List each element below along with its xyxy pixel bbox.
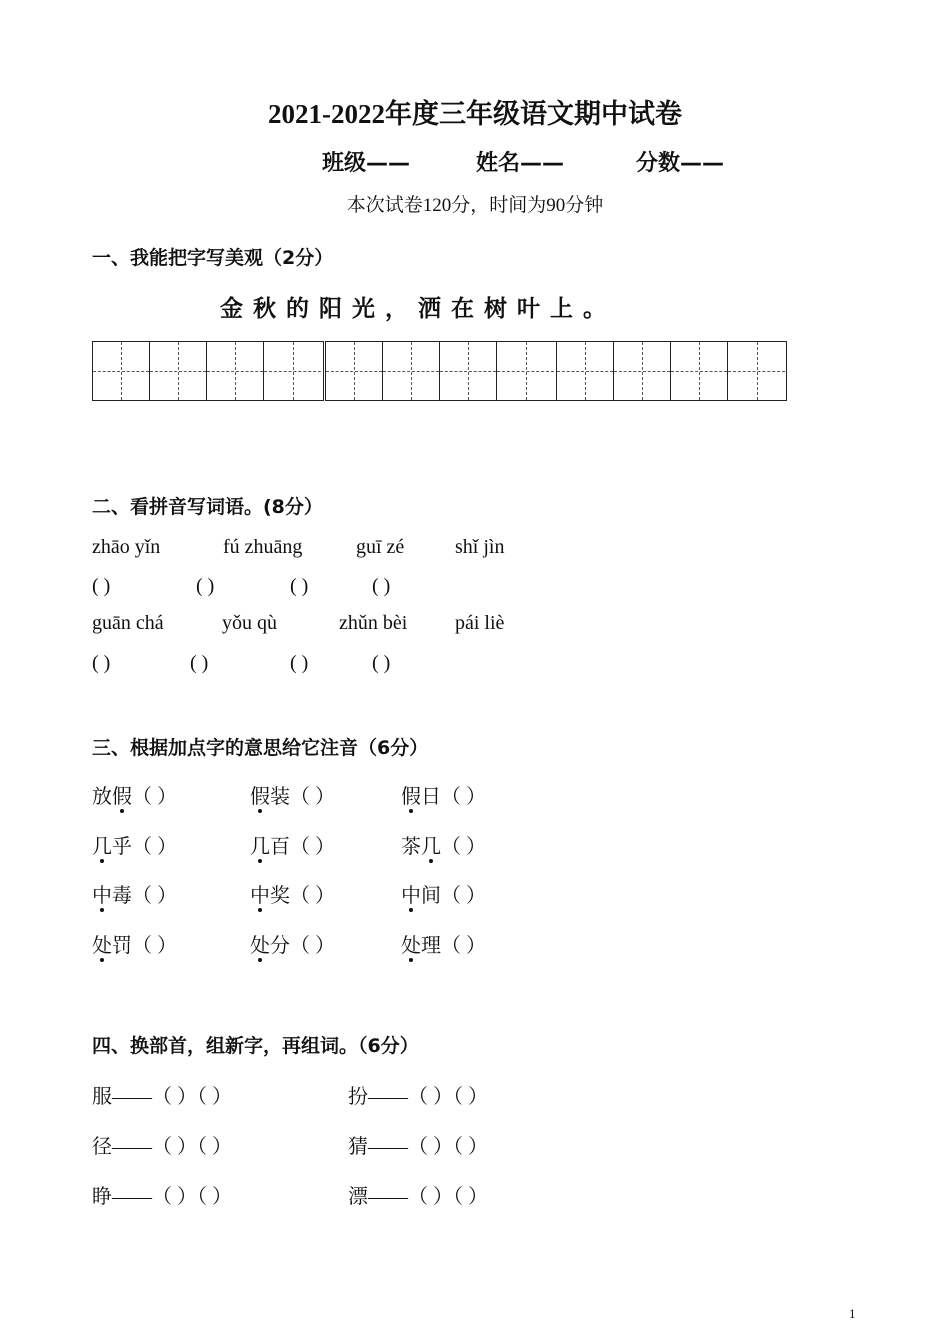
answer-blank: ( ) — [92, 575, 111, 597]
page-number: 1 — [849, 1306, 856, 1321]
dotted-char: 中 — [401, 885, 421, 907]
writing-cell — [671, 342, 728, 400]
answer-blank: ( ) — [290, 575, 309, 597]
pinyin-item: pái liè — [455, 612, 505, 634]
class-field-label: 班级—— — [322, 151, 411, 176]
writing-grid-block-3 — [556, 341, 787, 401]
answer-blank: （ ） — [441, 786, 486, 808]
answer-blank: （ ） — [290, 885, 335, 907]
section4-heading: 四、换部首，组新字，再组词。（6分） — [92, 1035, 419, 1057]
pinyin-item: guī zé — [356, 536, 405, 558]
answer-blank: （ ） — [441, 836, 486, 858]
phonetic-item: 茶几（ ） — [401, 836, 486, 858]
writing-cell — [728, 342, 785, 400]
answer-blank: （ ） — [132, 885, 177, 907]
phonetic-item: 处罚（ ） — [92, 935, 177, 957]
answer-blank: （ ） — [132, 935, 177, 957]
phonetic-item: 处分（ ） — [250, 935, 335, 957]
answer-blank: ( ) — [92, 652, 111, 674]
exam-note: 本次试卷120分，时间为90分钟 — [346, 195, 604, 216]
pinyin-item: yǒu qù — [222, 612, 277, 634]
phonetic-item: 中间（ ） — [401, 885, 486, 907]
phonetic-item: 假日（ ） — [401, 786, 486, 808]
writing-cell — [326, 342, 383, 400]
score-field-label: 分数—— — [636, 151, 725, 176]
writing-cell — [614, 342, 671, 400]
copy-sentence: 金秋的阳光，洒在树叶上。 — [220, 296, 616, 322]
name-field-label: 姓名—— — [476, 151, 565, 176]
phonetic-item: 放假（ ） — [92, 786, 177, 808]
dotted-char: 处 — [401, 935, 421, 957]
section2-heading: 二、看拼音写词语。(8分） — [92, 496, 323, 518]
answer-blank: ( ) — [190, 652, 209, 674]
dotted-char: 假 — [401, 786, 421, 808]
pinyin-item: fú zhuāng — [223, 536, 303, 558]
answer-blank: （ ） — [441, 885, 486, 907]
writing-cell — [383, 342, 440, 400]
answer-blank: ( ) — [372, 575, 391, 597]
pinyin-item: zhǔn bèi — [339, 612, 408, 634]
answer-blank: （ ） — [290, 786, 335, 808]
dotted-char: 中 — [250, 885, 270, 907]
phonetic-item: 几乎（ ） — [92, 836, 177, 858]
pinyin-item: shǐ jìn — [455, 536, 505, 558]
radical-item: 扮——（ ）（ ） — [348, 1086, 488, 1108]
writing-cell — [497, 342, 554, 400]
radical-item: 服——（ ）（ ） — [92, 1086, 232, 1108]
dotted-char: 几 — [250, 836, 270, 858]
dotted-char: 处 — [250, 935, 270, 957]
dotted-char: 中 — [92, 885, 112, 907]
answer-blank: （ ） — [132, 836, 177, 858]
section3-heading: 三、根据加点字的意思给它注音（6分） — [92, 737, 429, 759]
pinyin-item: zhāo yǐn — [92, 536, 161, 558]
writing-cell — [93, 342, 150, 400]
phonetic-item: 假装（ ） — [250, 786, 335, 808]
phonetic-item: 中奖（ ） — [250, 885, 335, 907]
dotted-char: 假 — [112, 786, 132, 808]
writing-cell — [557, 342, 614, 400]
writing-grid-block-2 — [325, 341, 557, 401]
answer-blank: （ ） — [290, 836, 335, 858]
dotted-char: 假 — [250, 786, 270, 808]
section1-heading: 一、我能把字写美观（2分） — [92, 247, 334, 269]
radical-item: 径——（ ）（ ） — [92, 1136, 232, 1158]
answer-blank: ( ) — [290, 652, 309, 674]
page-title: 2021-2022年度三年级语文期中试卷 — [268, 99, 682, 129]
phonetic-item: 中毒（ ） — [92, 885, 177, 907]
answer-blank: （ ） — [132, 786, 177, 808]
answer-blank: ( ) — [196, 575, 215, 597]
writing-cell — [440, 342, 497, 400]
answer-blank: ( ) — [372, 652, 391, 674]
radical-item: 漂——（ ）（ ） — [348, 1186, 488, 1208]
phonetic-item: 处理（ ） — [401, 935, 486, 957]
writing-grid-block-1 — [92, 341, 324, 401]
dotted-char: 几 — [92, 836, 112, 858]
phonetic-item: 几百（ ） — [250, 836, 335, 858]
answer-blank: （ ） — [290, 935, 335, 957]
radical-item: 猜——（ ）（ ） — [348, 1136, 488, 1158]
dotted-char: 几 — [421, 836, 441, 858]
answer-blank: （ ） — [441, 935, 486, 957]
writing-cell — [264, 342, 321, 400]
dotted-char: 处 — [92, 935, 112, 957]
writing-cell — [150, 342, 207, 400]
writing-cell — [207, 342, 264, 400]
pinyin-item: guān chá — [92, 612, 164, 634]
radical-item: 睁——（ ）（ ） — [92, 1186, 232, 1208]
